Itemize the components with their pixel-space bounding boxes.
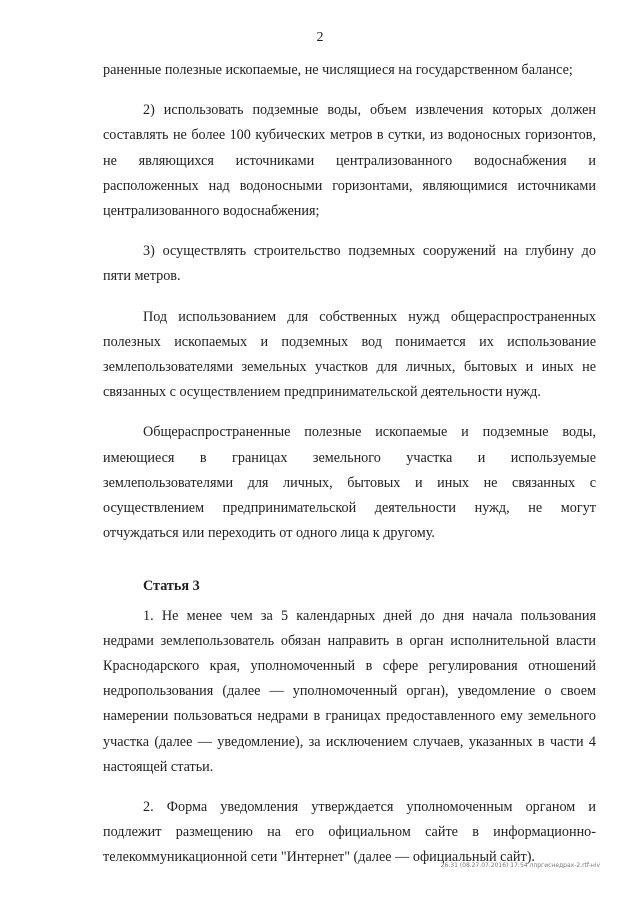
paragraph: Под использованием для собственных нужд общераспространенных полезных ископаемых и подземных вод понимается их использование землепользователями земельных участков для личных, бытовых и иных не связанных с осуществлением предпринимательской деятельности нужд. bbox=[103, 308, 596, 401]
paragraph: 3) осуществлять строительство подземных сооружений на глубину до пяти метров. bbox=[103, 243, 596, 285]
paragraph: раненные полезные ископаемые, не числящиеся на государственном балансе; bbox=[103, 62, 573, 78]
article-paragraph: 2. Форма уведомления утверждается уполномоченным органом и подлежит размещению на его официальном сайте в информационно-телекоммуникационной сети "Интернет" (далее — официальный сайт). bbox=[103, 799, 596, 866]
article-heading: Статья 3 bbox=[143, 578, 200, 595]
footer-stamp: 26.31 (08.27.07.2016) 17:54 лпргиснедрах-2.rtf-нiv bbox=[440, 862, 600, 869]
article-paragraph: 1. Не менее чем за 5 календарных дней до дня начала пользования недрами землепользователь обязан направить в орган исполнительной власти Краснодарского края, уполномоченный в сфере регулирования отношений недропользования (далее — уполномоченный орган), уведомление о своем намерении пользоваться недрами в границах предоставленного ему земельного участка (далее — уведомление), за исключением случаев, указанных в части 4 настоящей статьи. bbox=[103, 607, 596, 775]
page-number: 2 bbox=[316, 30, 324, 45]
paragraph: Общераспространенные полезные ископаемые и подземные воды, имеющиеся в границах земельного участка и используемые землепользователями для личных, бытовых и иных не связанных с осуществлением предпринимательской деятельности нужд, не могут отчуждаться или переходить от одного лица к другому. bbox=[103, 424, 596, 542]
paragraph: 2) использовать подземные воды, объем извлечения которых должен составлять не более 100 кубических метров в сутки, из водоносных горизонтов, не являющихся источниками централизованного водоснабжения и расположенных над водоносными горизонтами, являющимися источниками централизованного водоснабжения; bbox=[103, 102, 596, 220]
document-body bbox=[103, 58, 596, 886]
